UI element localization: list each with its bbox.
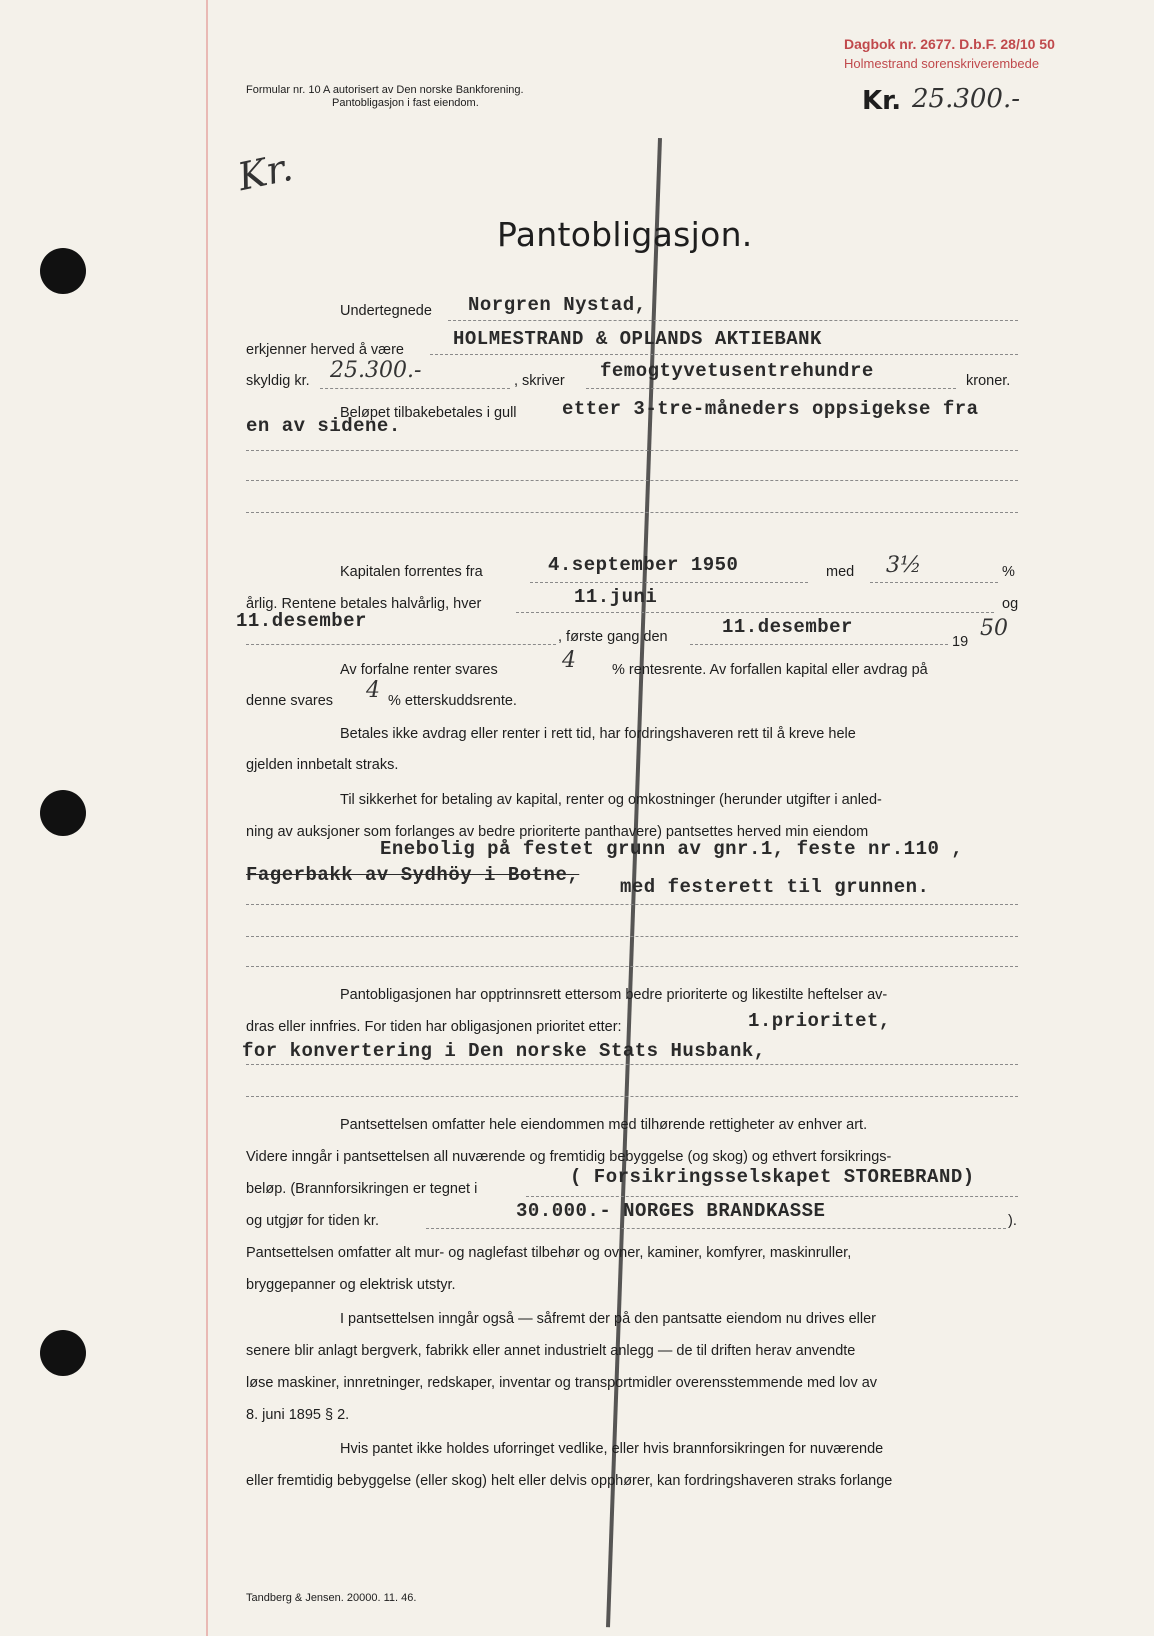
fill-line [246,450,1018,451]
field-label: skyldig kr. [246,373,310,389]
fill-line [246,1096,1018,1097]
payment-date: 11.desember [236,610,367,632]
paragraph-text: Pantsettelsen omfatter hele eiendommen med tilhørende rettigheter av enhver art. [340,1117,868,1133]
priority-note: for konvertering i Den norske Stats Husbank, [242,1040,766,1062]
debt-amount: 25.300.- [330,358,422,383]
fill-line [870,582,998,583]
interest-start-date: 4.september 1950 [548,554,739,576]
fill-line [530,582,808,583]
payment-date: 11.juni [574,586,658,608]
field-label: dras eller innfries. For tiden har obligasjonen prioritet etter: [246,1019,622,1035]
field-label: % etterskuddsrente. [388,693,517,709]
margin-line [206,0,208,1636]
fill-line [430,354,1018,355]
priority-value: 1.prioritet, [748,1010,891,1032]
amount-label: Kr. [862,86,902,116]
field-label: og utgjør for tiden kr. [246,1213,379,1229]
field-label: denne svares [246,693,334,709]
field-label: % rentesrente. Av forfallen kapital eller avdrag på [612,662,928,678]
field-label: og [1002,596,1019,612]
year-prefix: 19 [952,634,969,650]
fill-line [586,388,956,389]
fill-line [526,1196,1018,1197]
paragraph-text: eller fremtidig bebyggelse (eller skog) helt eller delvis opphører, kan fordringshaveren straks forlange [246,1473,893,1489]
paragraph-text: ning av auksjoner som forlanges av bedre prioriterte panthavere) pantsettes herved min eiendom [246,824,869,840]
repayment-terms: en av sidene. [246,415,401,437]
insurer-name: ( Forsikringsselskapet STOREBRAND) [570,1166,975,1188]
paragraph-text: gjelden innbetalt straks. [246,757,399,773]
field-label: Kapitalen forrentes fra [340,564,483,580]
year-value: 50 [980,616,1008,641]
repayment-terms: etter 3-tre-måneders oppsigekse fra [562,398,979,420]
field-label: med [826,564,855,580]
paragraph-text: Pantsettelsen omfatter alt mur- og naglefast tilbehør og ovner, kaminer, komfyrer, maskinruller, [246,1245,852,1261]
property-description: med festerett til grunnen. [620,876,930,898]
fill-line [246,904,1018,905]
percent-sign: % [1002,564,1015,580]
registry-stamp: Holmestrand sorenskriverembede [844,56,1040,71]
field-label: , skriver [514,373,565,389]
paragraph-text: bryggepanner og elektrisk utstyr. [246,1277,456,1293]
fill-line [516,612,994,613]
field-label: årlig. Rentene betales halvårlig, hver [246,596,482,612]
fill-line [448,320,1018,321]
field-label: erkjenner herved å være [246,342,404,358]
form-note: Formular nr. 10 A autorisert av Den norske Bankforening. [246,84,524,96]
field-label: , første gang den [558,629,668,645]
arrears-interest-rate: 4 [366,678,380,703]
fill-line [246,1064,1018,1065]
first-payment-date: 11.desember [722,616,853,638]
paragraph-text: senere blir anlagt bergverk, fabrikk eller annet industrielt anlegg — de til driften herav anvendte [246,1343,856,1359]
paragraph-text: Pantobligasjonen har opptrinnsrett ettersom bedre prioriterte og likestilte heftelser av- [340,987,888,1003]
field-label: kroner. [966,373,1011,389]
form-note: Pantobligasjon i fast eiendom. [332,97,479,109]
paragraph-text: 8. juni 1895 § 2. [246,1407,350,1423]
paragraph-text: Hvis pantet ikke holdes uforringet vedlike, eller hvis brannforsikringen for nuværende [340,1441,884,1457]
field-label: Undertegnede [340,303,432,319]
fill-line [246,512,1018,513]
debtor-name: Norgren Nystad, [468,294,647,316]
paragraph-text: Betales ikke avdrag eller renter i rett tid, har fordringshaveren rett til å kreve hele [340,726,856,742]
interest-rate: 3½ [886,553,922,578]
fill-line [246,480,1018,481]
late-interest-rate: 4 [562,648,576,673]
printer-imprint: Tandberg & Jensen. 20000. 11. 46. [246,1592,417,1604]
paragraph-text: Til sikkerhet for betaling av kapital, renter og omkostninger (herunder utgifter i anled- [340,792,882,808]
fill-line [320,388,510,389]
paragraph-text: Videre inngår i pantsettelsen all nuværende og fremtidig bebyggelse (og skog) og ethvert forsikrings- [246,1149,892,1165]
fill-line [246,644,556,645]
fill-line [690,644,948,645]
fill-line [246,936,1018,937]
amount-value: 25.300.- [912,84,1021,114]
handwritten-initials: Kr. [234,144,297,200]
fill-line [426,1228,1006,1229]
fill-line [246,966,1018,967]
registry-stamp: Dagbok nr. 2677. D.b.F. 28/10 50 [844,36,1055,52]
creditor-name: HOLMESTRAND & OPLANDS AKTIEBANK [453,328,822,350]
binder-hole [40,1330,86,1376]
amount-in-words: femogtyvetusentrehundre [600,360,874,382]
property-description: Enebolig på festet grunn av gnr.1, feste nr.110 , [380,838,964,860]
binder-hole [40,790,86,836]
insured-amount: 30.000.- NORGES BRANDKASSE [516,1200,826,1222]
page-title: Pantobligasjon. [497,215,753,254]
field-label: beløp. (Brannforsikringen er tegnet i [246,1181,478,1197]
binder-hole [40,248,86,294]
field-label: Beløpet tilbakebetales i gull [340,405,517,421]
property-description: Fagerbakk av Sydhöy i Botne, [246,864,580,886]
field-label: ). [1008,1213,1017,1229]
field-label: Av forfalne renter svares [340,662,498,678]
paragraph-text: I pantsettelsen inngår også — såfremt der på den pantsatte eiendom nu drives eller [340,1311,877,1327]
paragraph-text: løse maskiner, innretninger, redskaper, inventar og transportmidler overensstemmende med lov av [246,1375,878,1391]
